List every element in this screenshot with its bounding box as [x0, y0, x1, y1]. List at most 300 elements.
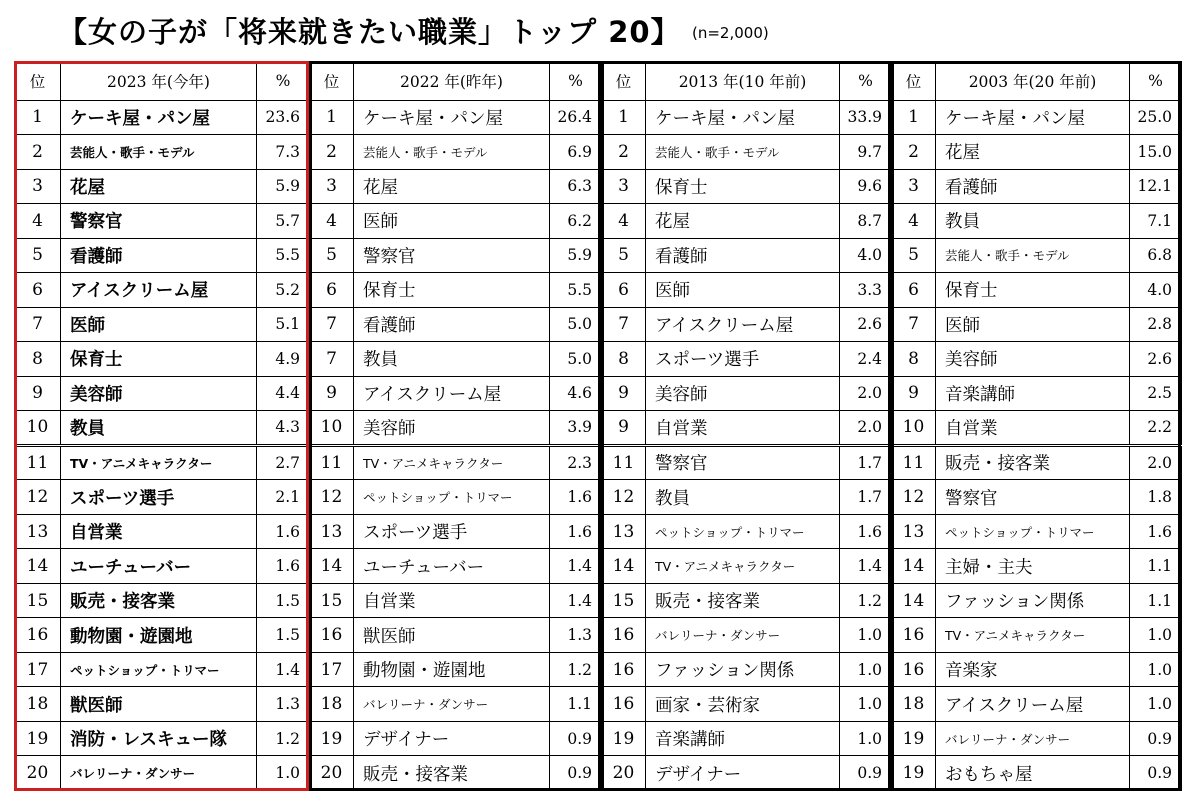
rank-cell: 4	[15, 204, 61, 239]
percent-cell: 2.6	[1130, 342, 1182, 377]
header-row	[310, 62, 602, 101]
occupation-cell: 芸能人・歌手・モデル	[61, 135, 257, 170]
table-row	[892, 100, 1182, 135]
rank-cell: 2	[602, 135, 646, 170]
rank-cell: 12	[892, 480, 936, 515]
rank-cell: 6	[15, 273, 61, 308]
occupation-cell: 保育士	[646, 169, 840, 204]
occupation-cell: 音楽講師	[936, 376, 1130, 411]
occupation-cell: ペットショップ・トリマー	[646, 514, 840, 549]
percent-cell: 4.4	[257, 376, 310, 411]
rank-cell: 13	[310, 514, 354, 549]
percent-cell: 1.3	[550, 618, 602, 653]
percent-cell: 26.4	[550, 100, 602, 135]
rank-cell: 19	[602, 721, 646, 756]
percent-cell: 15.0	[1130, 135, 1182, 170]
rank-cell: 9	[15, 376, 61, 411]
percent-cell: 2.4	[840, 342, 892, 377]
table-row	[310, 721, 602, 756]
rank-cell: 5	[892, 238, 936, 273]
table-row	[602, 204, 892, 239]
percent-cell: 4.9	[257, 342, 310, 377]
percent-cell: 1.0	[840, 618, 892, 653]
occupation-cell: 医師	[936, 307, 1130, 342]
table-row	[602, 514, 892, 549]
occupation-cell: ケーキ屋・パン屋	[936, 100, 1130, 135]
rank-cell: 9	[892, 376, 936, 411]
percent-header: %	[1130, 62, 1182, 101]
occupation-cell: 教員	[936, 204, 1130, 239]
occupation-cell: 美容師	[936, 342, 1130, 377]
occupation-cell: 芸能人・歌手・モデル	[936, 238, 1130, 273]
occupation-cell: 自営業	[61, 514, 257, 549]
table-row	[310, 514, 602, 549]
rank-cell: 18	[15, 687, 61, 722]
year-header: 2003 年(20 年前)	[936, 62, 1130, 101]
percent-cell: 5.5	[257, 238, 310, 273]
occupation-cell: 自営業	[936, 411, 1130, 446]
percent-cell: 2.5	[1130, 376, 1182, 411]
rank-cell: 11	[15, 445, 61, 480]
percent-cell: 9.7	[840, 135, 892, 170]
table-row	[15, 687, 310, 722]
table-row	[602, 307, 892, 342]
percent-cell: 7.1	[1130, 204, 1182, 239]
occupation-cell: 保育士	[61, 342, 257, 377]
occupation-cell: 警察官	[61, 204, 257, 239]
table-row	[892, 652, 1182, 687]
rank-cell: 1	[602, 100, 646, 135]
percent-cell: 25.0	[1130, 100, 1182, 135]
occupation-cell: 花屋	[646, 204, 840, 239]
percent-cell: 5.5	[550, 273, 602, 308]
table-row	[892, 273, 1182, 308]
rank-cell: 14	[602, 549, 646, 584]
occupation-cell: ユーチューバー	[354, 549, 550, 584]
table-row	[15, 583, 310, 618]
occupation-cell: 自営業	[354, 583, 550, 618]
percent-cell: 2.8	[1130, 307, 1182, 342]
rank-cell: 20	[602, 756, 646, 791]
rank-cell: 12	[310, 480, 354, 515]
rank-cell: 10	[892, 411, 936, 446]
percent-cell: 0.9	[1130, 756, 1182, 791]
table-row	[15, 307, 310, 342]
table-row	[310, 411, 602, 446]
percent-cell: 9.6	[840, 169, 892, 204]
occupation-cell: 警察官	[354, 238, 550, 273]
percent-cell: 23.6	[257, 100, 310, 135]
occupation-cell: 美容師	[646, 376, 840, 411]
table-row	[602, 376, 892, 411]
occupation-cell: ユーチューバー	[61, 549, 257, 584]
percent-cell: 1.7	[840, 445, 892, 480]
ranking-table	[601, 61, 892, 791]
page-title: 【女の子が「将来就きたい職業」トップ 20】	[58, 15, 681, 49]
rank-cell: 19	[892, 756, 936, 791]
table-row	[602, 480, 892, 515]
rank-cell: 19	[892, 721, 936, 756]
year-header: 2022 年(昨年)	[354, 62, 550, 101]
percent-cell: 5.9	[550, 238, 602, 273]
occupation-cell: 警察官	[646, 445, 840, 480]
table-row	[15, 376, 310, 411]
occupation-cell: 美容師	[61, 376, 257, 411]
table-row	[310, 583, 602, 618]
table-row	[892, 687, 1182, 722]
percent-cell: 4.0	[840, 238, 892, 273]
occupation-cell: 教員	[646, 480, 840, 515]
percent-cell: 1.6	[1130, 514, 1182, 549]
occupation-cell: TV・アニメキャラクター	[936, 618, 1130, 653]
sample-size-note: (n=2,000)	[692, 24, 769, 42]
percent-cell: 6.3	[550, 169, 602, 204]
occupation-cell: ケーキ屋・パン屋	[61, 100, 257, 135]
percent-cell: 6.8	[1130, 238, 1182, 273]
rank-cell: 12	[15, 480, 61, 515]
table-row	[892, 307, 1182, 342]
table-2023	[14, 61, 309, 791]
occupation-cell: 花屋	[61, 169, 257, 204]
table-row	[892, 376, 1182, 411]
rank-cell: 11	[602, 445, 646, 480]
rank-cell: 3	[310, 169, 354, 204]
header-row	[602, 62, 892, 101]
percent-cell: 1.1	[1130, 549, 1182, 584]
occupation-cell: ファッション関係	[646, 652, 840, 687]
occupation-cell: バレリーナ・ダンサー	[936, 721, 1130, 756]
table-row	[15, 411, 310, 446]
rank-cell: 19	[15, 721, 61, 756]
year-header: 2013 年(10 年前)	[646, 62, 840, 101]
percent-cell: 5.1	[257, 307, 310, 342]
occupation-cell: 看護師	[646, 238, 840, 273]
rank-cell: 14	[310, 549, 354, 584]
rank-cell: 9	[602, 376, 646, 411]
rank-cell: 5	[602, 238, 646, 273]
rank-cell: 11	[310, 445, 354, 480]
occupation-cell: ペットショップ・トリマー	[354, 480, 550, 515]
table-row	[602, 618, 892, 653]
table-row	[892, 135, 1182, 170]
table-row	[15, 445, 310, 480]
percent-cell: 0.9	[550, 756, 602, 791]
percent-cell: 1.7	[840, 480, 892, 515]
occupation-cell: 獣医師	[354, 618, 550, 653]
rank-cell: 1	[15, 100, 61, 135]
rank-cell: 6	[310, 273, 354, 308]
rank-cell: 5	[15, 238, 61, 273]
table-row	[892, 618, 1182, 653]
rank-cell: 2	[892, 135, 936, 170]
rank-cell: 6	[892, 273, 936, 308]
rank-cell: 4	[310, 204, 354, 239]
percent-cell: 6.2	[550, 204, 602, 239]
table-row	[15, 135, 310, 170]
rank-header: 位	[310, 62, 354, 101]
percent-cell: 3.9	[550, 411, 602, 446]
header-row	[15, 62, 310, 101]
percent-cell: 3.3	[840, 273, 892, 308]
occupation-cell: アイスクリーム屋	[61, 273, 257, 308]
table-row	[892, 411, 1182, 446]
occupation-cell: スポーツ選手	[61, 480, 257, 515]
rank-header: 位	[602, 62, 646, 101]
percent-cell: 12.1	[1130, 169, 1182, 204]
rank-cell: 16	[602, 687, 646, 722]
percent-cell: 6.9	[550, 135, 602, 170]
rank-cell: 6	[602, 273, 646, 308]
table-row	[310, 169, 602, 204]
occupation-cell: 自営業	[646, 411, 840, 446]
ranking-table	[14, 61, 310, 791]
rank-cell: 8	[892, 342, 936, 377]
occupation-cell: 芸能人・歌手・モデル	[646, 135, 840, 170]
table-row	[15, 514, 310, 549]
percent-cell: 1.2	[550, 652, 602, 687]
rank-cell: 16	[602, 618, 646, 653]
occupation-cell: 消防・レスキュー隊	[61, 721, 257, 756]
occupation-cell: TV・アニメキャラクター	[646, 549, 840, 584]
table-row	[602, 169, 892, 204]
percent-cell: 1.6	[840, 514, 892, 549]
percent-cell: 0.9	[550, 721, 602, 756]
percent-cell: 1.0	[840, 652, 892, 687]
table-row	[602, 583, 892, 618]
occupation-cell: 看護師	[936, 169, 1130, 204]
table-row	[310, 376, 602, 411]
occupation-cell: 芸能人・歌手・モデル	[354, 135, 550, 170]
percent-header: %	[257, 62, 310, 101]
occupation-cell: バレリーナ・ダンサー	[354, 687, 550, 722]
percent-cell: 1.6	[550, 514, 602, 549]
percent-cell: 1.5	[257, 618, 310, 653]
percent-header: %	[840, 62, 892, 101]
table-row	[892, 238, 1182, 273]
occupation-cell: TV・アニメキャラクター	[61, 445, 257, 480]
table-row	[602, 549, 892, 584]
table-row	[892, 756, 1182, 791]
occupation-cell: 美容師	[354, 411, 550, 446]
rank-cell: 13	[602, 514, 646, 549]
percent-cell: 1.6	[257, 549, 310, 584]
table-row	[892, 549, 1182, 584]
rank-cell: 4	[602, 204, 646, 239]
table-row	[310, 100, 602, 135]
table-row	[15, 273, 310, 308]
occupation-cell: 教員	[61, 411, 257, 446]
percent-cell: 1.2	[257, 721, 310, 756]
rank-cell: 16	[892, 652, 936, 687]
table-row	[310, 618, 602, 653]
rank-cell: 9	[602, 411, 646, 446]
table-row	[310, 756, 602, 791]
rank-cell: 5	[310, 238, 354, 273]
percent-cell: 8.7	[840, 204, 892, 239]
percent-cell: 4.0	[1130, 273, 1182, 308]
percent-cell: 2.0	[840, 376, 892, 411]
percent-cell: 5.0	[550, 342, 602, 377]
table-row	[310, 135, 602, 170]
percent-cell: 0.9	[1130, 721, 1182, 756]
table-row	[310, 652, 602, 687]
table-row	[15, 169, 310, 204]
percent-cell: 33.9	[840, 100, 892, 135]
table-row	[602, 652, 892, 687]
table-row	[310, 307, 602, 342]
rank-cell: 18	[310, 687, 354, 722]
table-row	[310, 445, 602, 480]
percent-cell: 1.4	[550, 549, 602, 584]
rank-cell: 19	[310, 721, 354, 756]
rank-cell: 8	[15, 342, 61, 377]
occupation-cell: 音楽家	[936, 652, 1130, 687]
percent-cell: 1.0	[1130, 618, 1182, 653]
rank-cell: 3	[15, 169, 61, 204]
table-row	[602, 687, 892, 722]
occupation-cell: 保育士	[936, 273, 1130, 308]
rank-cell: 2	[15, 135, 61, 170]
table-row	[310, 342, 602, 377]
occupation-cell: おもちゃ屋	[936, 756, 1130, 791]
table-row	[602, 273, 892, 308]
percent-cell: 1.0	[1130, 652, 1182, 687]
table-row	[15, 204, 310, 239]
percent-cell: 1.1	[550, 687, 602, 722]
rank-cell: 16	[15, 618, 61, 653]
occupation-cell: バレリーナ・ダンサー	[646, 618, 840, 653]
rank-cell: 14	[892, 549, 936, 584]
table-row	[892, 721, 1182, 756]
table-row	[892, 445, 1182, 480]
rank-header: 位	[15, 62, 61, 101]
rank-cell: 3	[602, 169, 646, 204]
percent-cell: 4.6	[550, 376, 602, 411]
percent-cell: 2.0	[1130, 445, 1182, 480]
occupation-cell: アイスクリーム屋	[646, 307, 840, 342]
percent-cell: 1.4	[257, 652, 310, 687]
table-row	[602, 756, 892, 791]
occupation-cell: 動物園・遊園地	[61, 618, 257, 653]
table-row	[602, 342, 892, 377]
ranking-table	[309, 61, 602, 791]
occupation-cell: 医師	[646, 273, 840, 308]
rank-cell: 20	[15, 756, 61, 791]
percent-cell: 2.0	[840, 411, 892, 446]
occupation-cell: アイスクリーム屋	[354, 376, 550, 411]
percent-cell: 5.9	[257, 169, 310, 204]
rank-cell: 10	[310, 411, 354, 446]
occupation-cell: 獣医師	[61, 687, 257, 722]
table-row	[310, 549, 602, 584]
occupation-cell: 画家・芸術家	[646, 687, 840, 722]
occupation-cell: 看護師	[61, 238, 257, 273]
rank-cell: 16	[310, 618, 354, 653]
rank-cell: 15	[15, 583, 61, 618]
percent-cell: 5.2	[257, 273, 310, 308]
occupation-cell: 教員	[354, 342, 550, 377]
rank-cell: 17	[310, 652, 354, 687]
percent-cell: 1.0	[840, 687, 892, 722]
occupation-cell: 保育士	[354, 273, 550, 308]
table-row	[892, 342, 1182, 377]
table-row	[15, 238, 310, 273]
percent-header: %	[550, 62, 602, 101]
occupation-cell: ペットショップ・トリマー	[936, 514, 1130, 549]
table-row	[15, 342, 310, 377]
table-row	[310, 687, 602, 722]
table-row	[602, 100, 892, 135]
table-2013	[601, 61, 891, 791]
table-row	[15, 100, 310, 135]
occupation-cell: TV・アニメキャラクター	[354, 445, 550, 480]
ranking-table	[891, 61, 1182, 791]
occupation-cell: デザイナー	[354, 721, 550, 756]
percent-cell: 1.6	[550, 480, 602, 515]
occupation-cell: 動物園・遊園地	[354, 652, 550, 687]
percent-cell: 1.8	[1130, 480, 1182, 515]
occupation-cell: 販売・接客業	[646, 583, 840, 618]
occupation-cell: 花屋	[354, 169, 550, 204]
rank-cell: 17	[15, 652, 61, 687]
percent-cell: 1.1	[1130, 583, 1182, 618]
percent-cell: 1.2	[840, 583, 892, 618]
rank-header: 位	[892, 62, 936, 101]
table-row	[602, 721, 892, 756]
occupation-cell: 花屋	[936, 135, 1130, 170]
table-2003	[891, 61, 1181, 791]
rank-cell: 7	[15, 307, 61, 342]
table-row	[15, 756, 310, 791]
percent-cell: 1.5	[257, 583, 310, 618]
year-header: 2023 年(今年)	[61, 62, 257, 101]
rank-cell: 13	[15, 514, 61, 549]
occupation-cell: アイスクリーム屋	[936, 687, 1130, 722]
rank-cell: 1	[892, 100, 936, 135]
percent-cell: 4.3	[257, 411, 310, 446]
rank-cell: 10	[15, 411, 61, 446]
rank-cell: 18	[892, 687, 936, 722]
rank-cell: 3	[892, 169, 936, 204]
percent-cell: 1.3	[257, 687, 310, 722]
occupation-cell: 販売・接客業	[354, 756, 550, 791]
occupation-cell: 警察官	[936, 480, 1130, 515]
occupation-cell: 医師	[354, 204, 550, 239]
occupation-cell: 販売・接客業	[936, 445, 1130, 480]
table-row	[310, 204, 602, 239]
table-row	[15, 721, 310, 756]
table-row	[15, 549, 310, 584]
rank-cell: 13	[892, 514, 936, 549]
rank-cell: 8	[602, 342, 646, 377]
rank-cell: 14	[15, 549, 61, 584]
rank-cell: 7	[310, 307, 354, 342]
percent-cell: 2.2	[1130, 411, 1182, 446]
table-row	[15, 618, 310, 653]
rank-cell: 7	[602, 307, 646, 342]
rank-cell: 1	[310, 100, 354, 135]
table-2022	[309, 61, 601, 791]
occupation-cell: 医師	[61, 307, 257, 342]
table-row	[15, 652, 310, 687]
table-row	[892, 204, 1182, 239]
percent-cell: 0.9	[840, 756, 892, 791]
occupation-cell: スポーツ選手	[354, 514, 550, 549]
occupation-cell: 販売・接客業	[61, 583, 257, 618]
header-row	[892, 62, 1182, 101]
rank-cell: 12	[602, 480, 646, 515]
percent-cell: 1.0	[257, 756, 310, 791]
